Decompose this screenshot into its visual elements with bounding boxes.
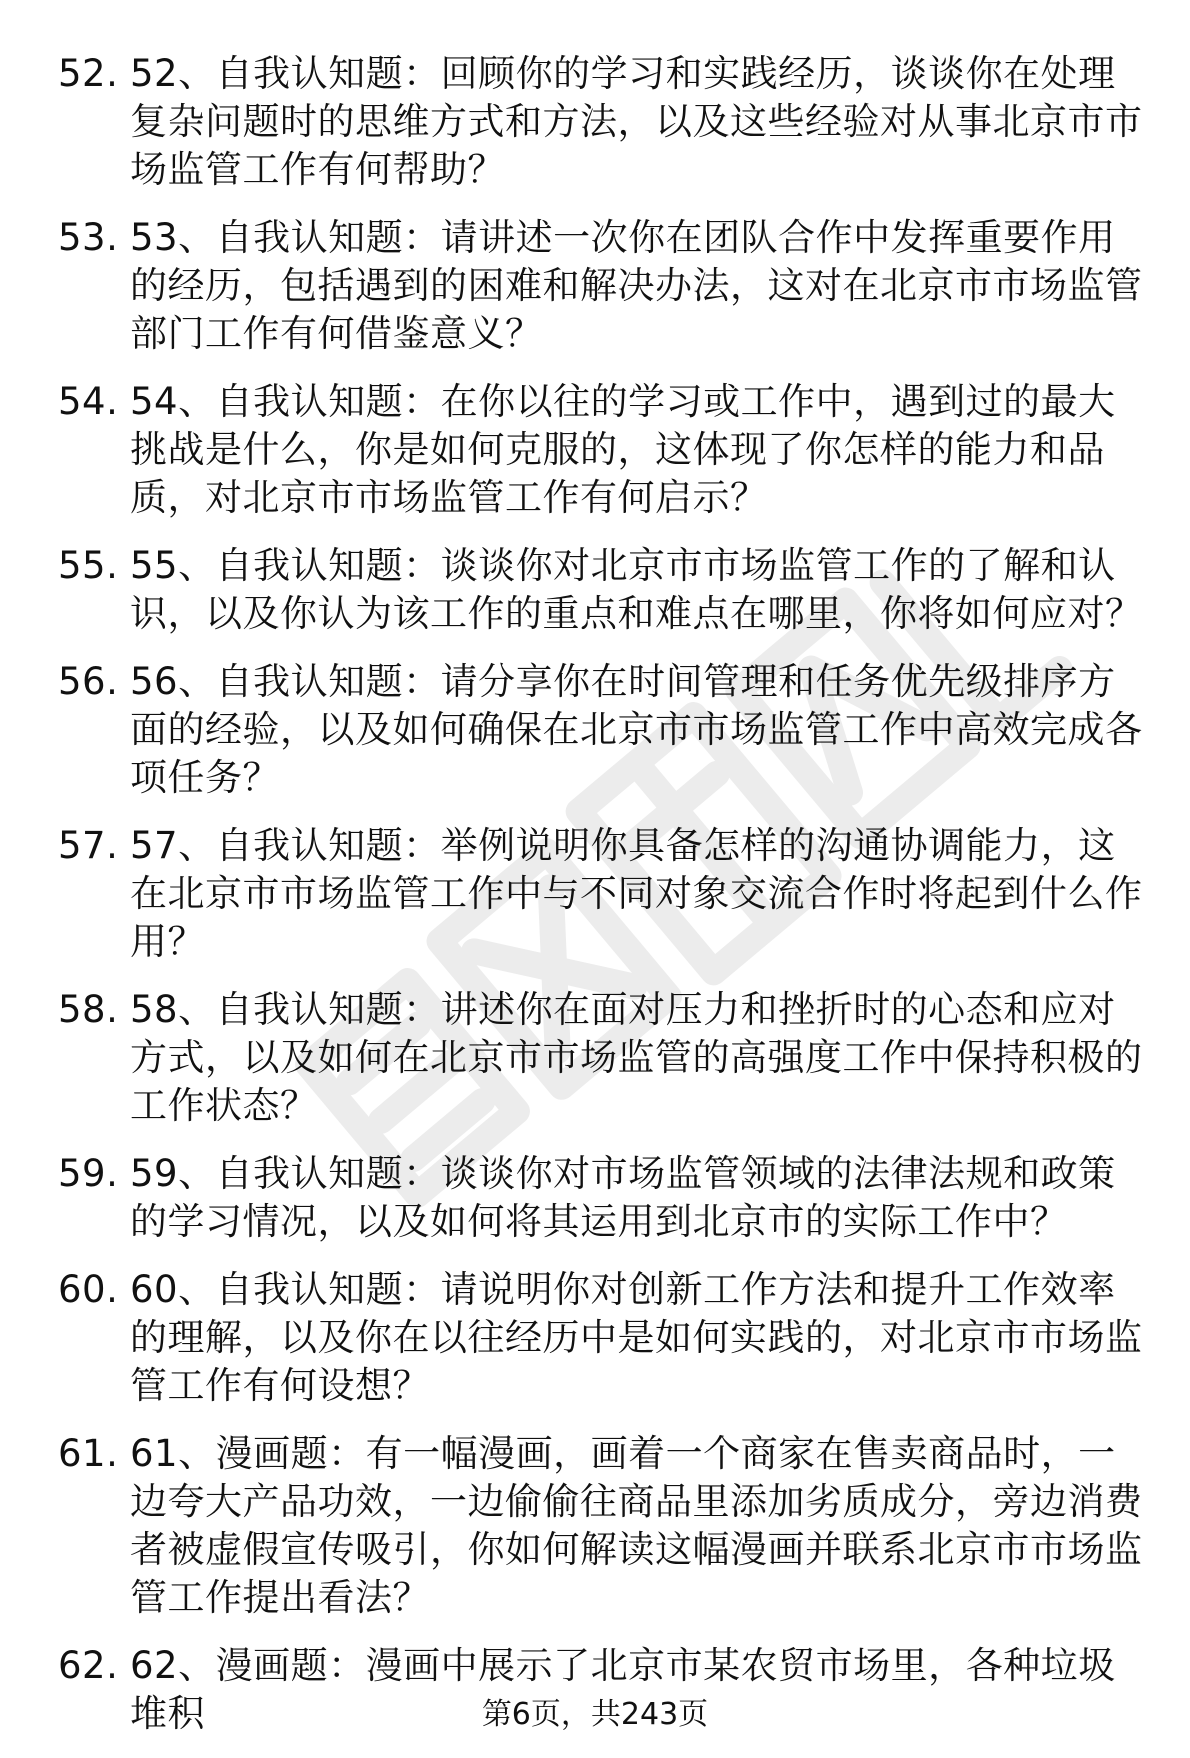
list-item — [58, 378, 1148, 522]
page-number: 第6页，共243页 — [481, 1697, 709, 1732]
item-number: 61. — [58, 1432, 119, 1475]
list-item — [58, 658, 1148, 802]
item-number: 62. — [58, 1644, 119, 1687]
item-number: 57. — [58, 824, 119, 867]
list-item — [58, 986, 1148, 1130]
item-number: 58. — [58, 988, 119, 1031]
item-number: 60. — [58, 1268, 119, 1311]
item-text: 57、自我认知题：举例说明你具备怎样的沟通协调能力，这在北京市市场监管工作中与不同对象交流合作时将起到什么作用？ — [130, 824, 1143, 963]
list-item — [58, 1150, 1148, 1246]
list-item — [58, 214, 1148, 358]
list-item — [58, 542, 1148, 638]
item-number: 53. — [58, 216, 119, 259]
item-number: 52. — [58, 52, 119, 95]
item-number: 55. — [58, 544, 119, 587]
item-text: 52、自我认知题：回顾你的学习和实践经历，谈谈你在处理复杂问题时的思维方式和方法，以及这些经验对从事北京市市场监管工作有何帮助？ — [130, 52, 1143, 191]
item-text: 54、自我认知题：在你以往的学习或工作中，遇到过的最大挑战是什么，你是如何克服的，这体现了你怎样的能力和品质，对北京市市场监管工作有何启示？ — [130, 380, 1116, 519]
list-item — [58, 822, 1148, 966]
item-text: 59、自我认知题：谈谈你对市场监管领域的法律法规和政策的学习情况，以及如何将其运用到北京市的实际工作中？ — [130, 1152, 1116, 1243]
item-number: 56. — [58, 660, 119, 703]
item-text: 53、自我认知题：请讲述一次你在团队合作中发挥重要作用的经历，包括遇到的困难和解决办法，这对在北京市市场监管部门工作有何借鉴意义？ — [130, 216, 1143, 355]
item-text: 62、漫画题：漫画中展示了北京市某农贸市场里，各种垃圾堆积 — [130, 1644, 1116, 1735]
list-item — [58, 1430, 1148, 1622]
list-item — [58, 1266, 1148, 1410]
item-text: 55、自我认知题：谈谈你对北京市市场监管工作的了解和认识，以及你认为该工作的重点和难点在哪里，你将如何应对？ — [130, 544, 1143, 635]
item-text: 56、自我认知题：请分享你在时间管理和任务优先级排序方面的经验，以及如何确保在北京市市场监管工作中高效完成各项任务？ — [130, 660, 1143, 799]
item-number: 59. — [58, 1152, 119, 1195]
item-text: 61、漫画题：有一幅漫画，画着一个商家在售卖商品时，一边夸大产品功效，一边偷偷往商品里添加劣质成分，旁边消费者被虚假宣传吸引，你如何解读这幅漫画并联系北京市市场监管工作提出看法？ — [130, 1432, 1143, 1619]
list-item — [58, 50, 1148, 194]
item-text: 60、自我认知题：请说明你对创新工作方法和提升工作效率的理解，以及你在以往经历中是如何实践的，对北京市市场监管工作有何设想？ — [130, 1268, 1143, 1407]
item-text: 58、自我认知题：讲述你在面对压力和挫折时的心态和应对方式，以及如何在北京市市场监管的高强度工作中保持积极的工作状态？ — [130, 988, 1143, 1127]
question-list — [58, 50, 1148, 1758]
item-number: 54. — [58, 380, 119, 423]
